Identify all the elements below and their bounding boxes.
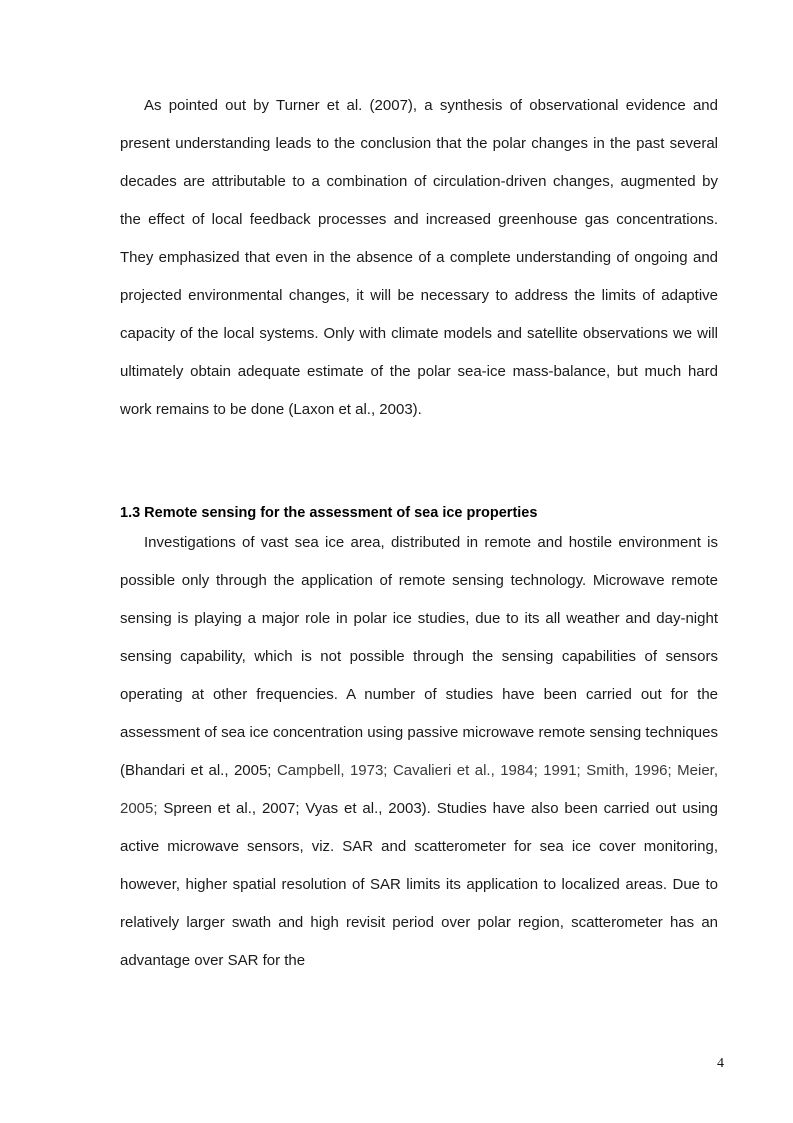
body-paragraph-polar-changes: As pointed out by Turner et al. (2007), a synthesis of observational evidence and present understanding leads to the conclusion that the polar changes in the past several decades are attributable to a combination of circulation-driven changes, augmented by the effect of local feedback processes and increased greenhouse gas concentrations. They emphasized that even in the absence of a complete understanding of ongoing and projected environmental changes, it will be necessary to address the limits of adaptive capacity of the local systems. Only with climate models and satellite observations we will ultimately obtain adequate estimate of the polar sea-ice mass-balance, but much hard work remains to be done (Laxon et al., 2003). (120, 97, 718, 418)
section-heading: 1.3 Remote sensing for the assessment of sea ice properties (120, 505, 538, 521)
paragraph-text-start: Investigations of vast sea ice area, distributed in remote and hostile environment is possible only through the application of remote sensing technology. Microwave remote sensing is playing a major role in polar ice studies, due to its all weather and day-night sensing capability, which is not possible through the sensing capabilities of sensors operating at other frequencies. A number of studies have been carried out for the assessment of sea ice concentration using passive microwave remote sensing techniques (Bhandari et al., 2005; (120, 534, 718, 779)
paragraph-text-end: Spreen et al., 2007; Vyas et al., 2003). Studies have also been carried out using active microwave sensors, viz. SAR and scatterometer for sea ice cover monitoring, however, higher spatial resolution of SAR limits its application to localized areas. Due to relatively larger swath and high revisit period over polar region, scatterometer has an advantage over SAR for the (120, 800, 718, 969)
citation-list: Campbell, 1973; Cavalieri et al., 1984; 1991; Smith, 1996; Meier, 2005; (120, 762, 719, 817)
body-paragraph-remote-sensing (120, 524, 718, 980)
page-number: 4 (717, 1056, 724, 1071)
